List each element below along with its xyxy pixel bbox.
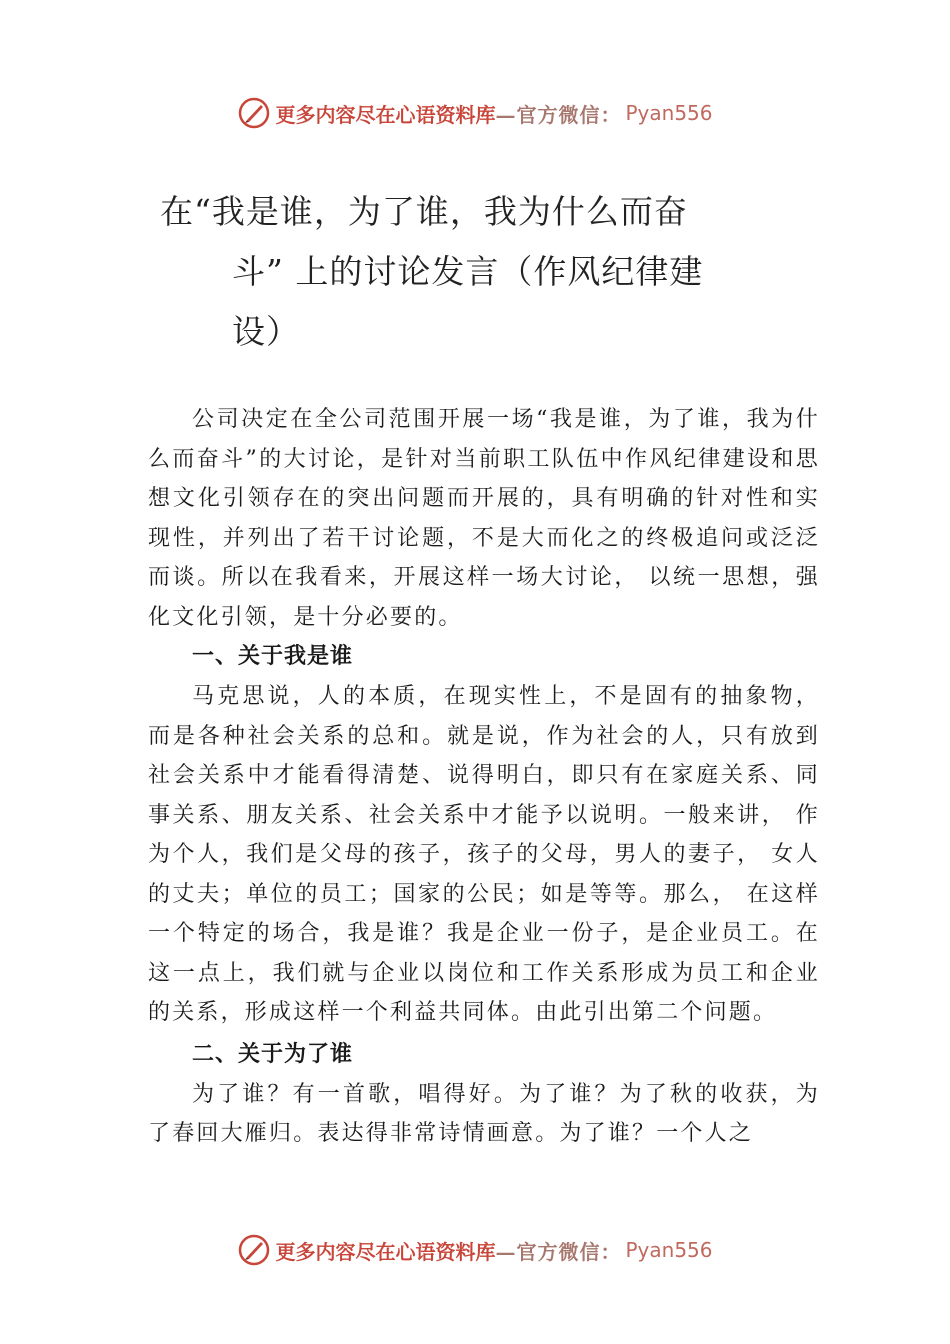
- logo-icon: [237, 96, 271, 130]
- section-2-paragraph: 为了谁？有一首歌，唱得好。为了谁？为了秋的收获，为了春回大雁归。表达得非常诗情画意。为了谁？一个人之: [148, 1081, 820, 1146]
- watermark-wechat-id: Pyan556: [625, 1238, 713, 1262]
- watermark-wechat-id: Pyan556: [625, 101, 713, 125]
- watermark-main-text: 更多内容尽在心语资料库: [275, 102, 496, 127]
- title-line-2: 斗” 上的讨论发言（作风纪律建: [232, 252, 704, 291]
- document-title: [160, 182, 760, 362]
- watermark-sub-text: —官方微信：: [495, 1239, 622, 1264]
- intro-paragraph: 公司决定在全公司范围开展一场“我是谁，为了谁，我为什么而奋斗”的大讨论，是针对当前职工队伍中作风纪律建设和思想文化引领存在的突出问题而开展的，具有明确的针对性和实现性，并列出了若干讨论题，不是大而化之的终极追问或泛泛而谈。所以在我看来，开展这样一场大讨论， 以统一思想，强化文化引领，是十分必要的。: [148, 407, 820, 630]
- watermark-sub-text: —官方微信：: [495, 102, 622, 127]
- watermark-header: [0, 96, 950, 130]
- watermark-footer: [0, 1233, 950, 1267]
- logo-icon: [237, 1233, 271, 1267]
- document-body: [148, 400, 820, 1154]
- section-1-paragraph: 马克思说，人的本质，在现实性上，不是固有的抽象物，而是各种社会关系的总和。就是说，作为社会的人，只有放到社会关系中才能看得清楚、说得明白，即只有在家庭关系、同事关系、朋友关系、社会关系中才能予以说明。一般来讲， 作为个人，我们是父母的孩子，孩子的父母，男人的妻子， 女人的丈夫；单位的员工；国家的公民；如是等等。那么， 在这样一个特定的场合，我是谁？我是企业一份子，是企业员工。在这一点上，我们就与企业以岗位和工作关系形成为员工和企业的关系，形成这样一个利益共同体。由此引出第二个问题。: [148, 684, 820, 1025]
- title-line-3: 设）: [232, 312, 300, 351]
- section-heading-1: 一、关于我是谁: [192, 644, 354, 669]
- watermark-main-text: 更多内容尽在心语资料库: [275, 1239, 496, 1264]
- title-line-1: 在“我是谁，为了谁，我为什么而奋: [160, 192, 688, 231]
- section-heading-2: 二、关于为了谁: [192, 1041, 354, 1067]
